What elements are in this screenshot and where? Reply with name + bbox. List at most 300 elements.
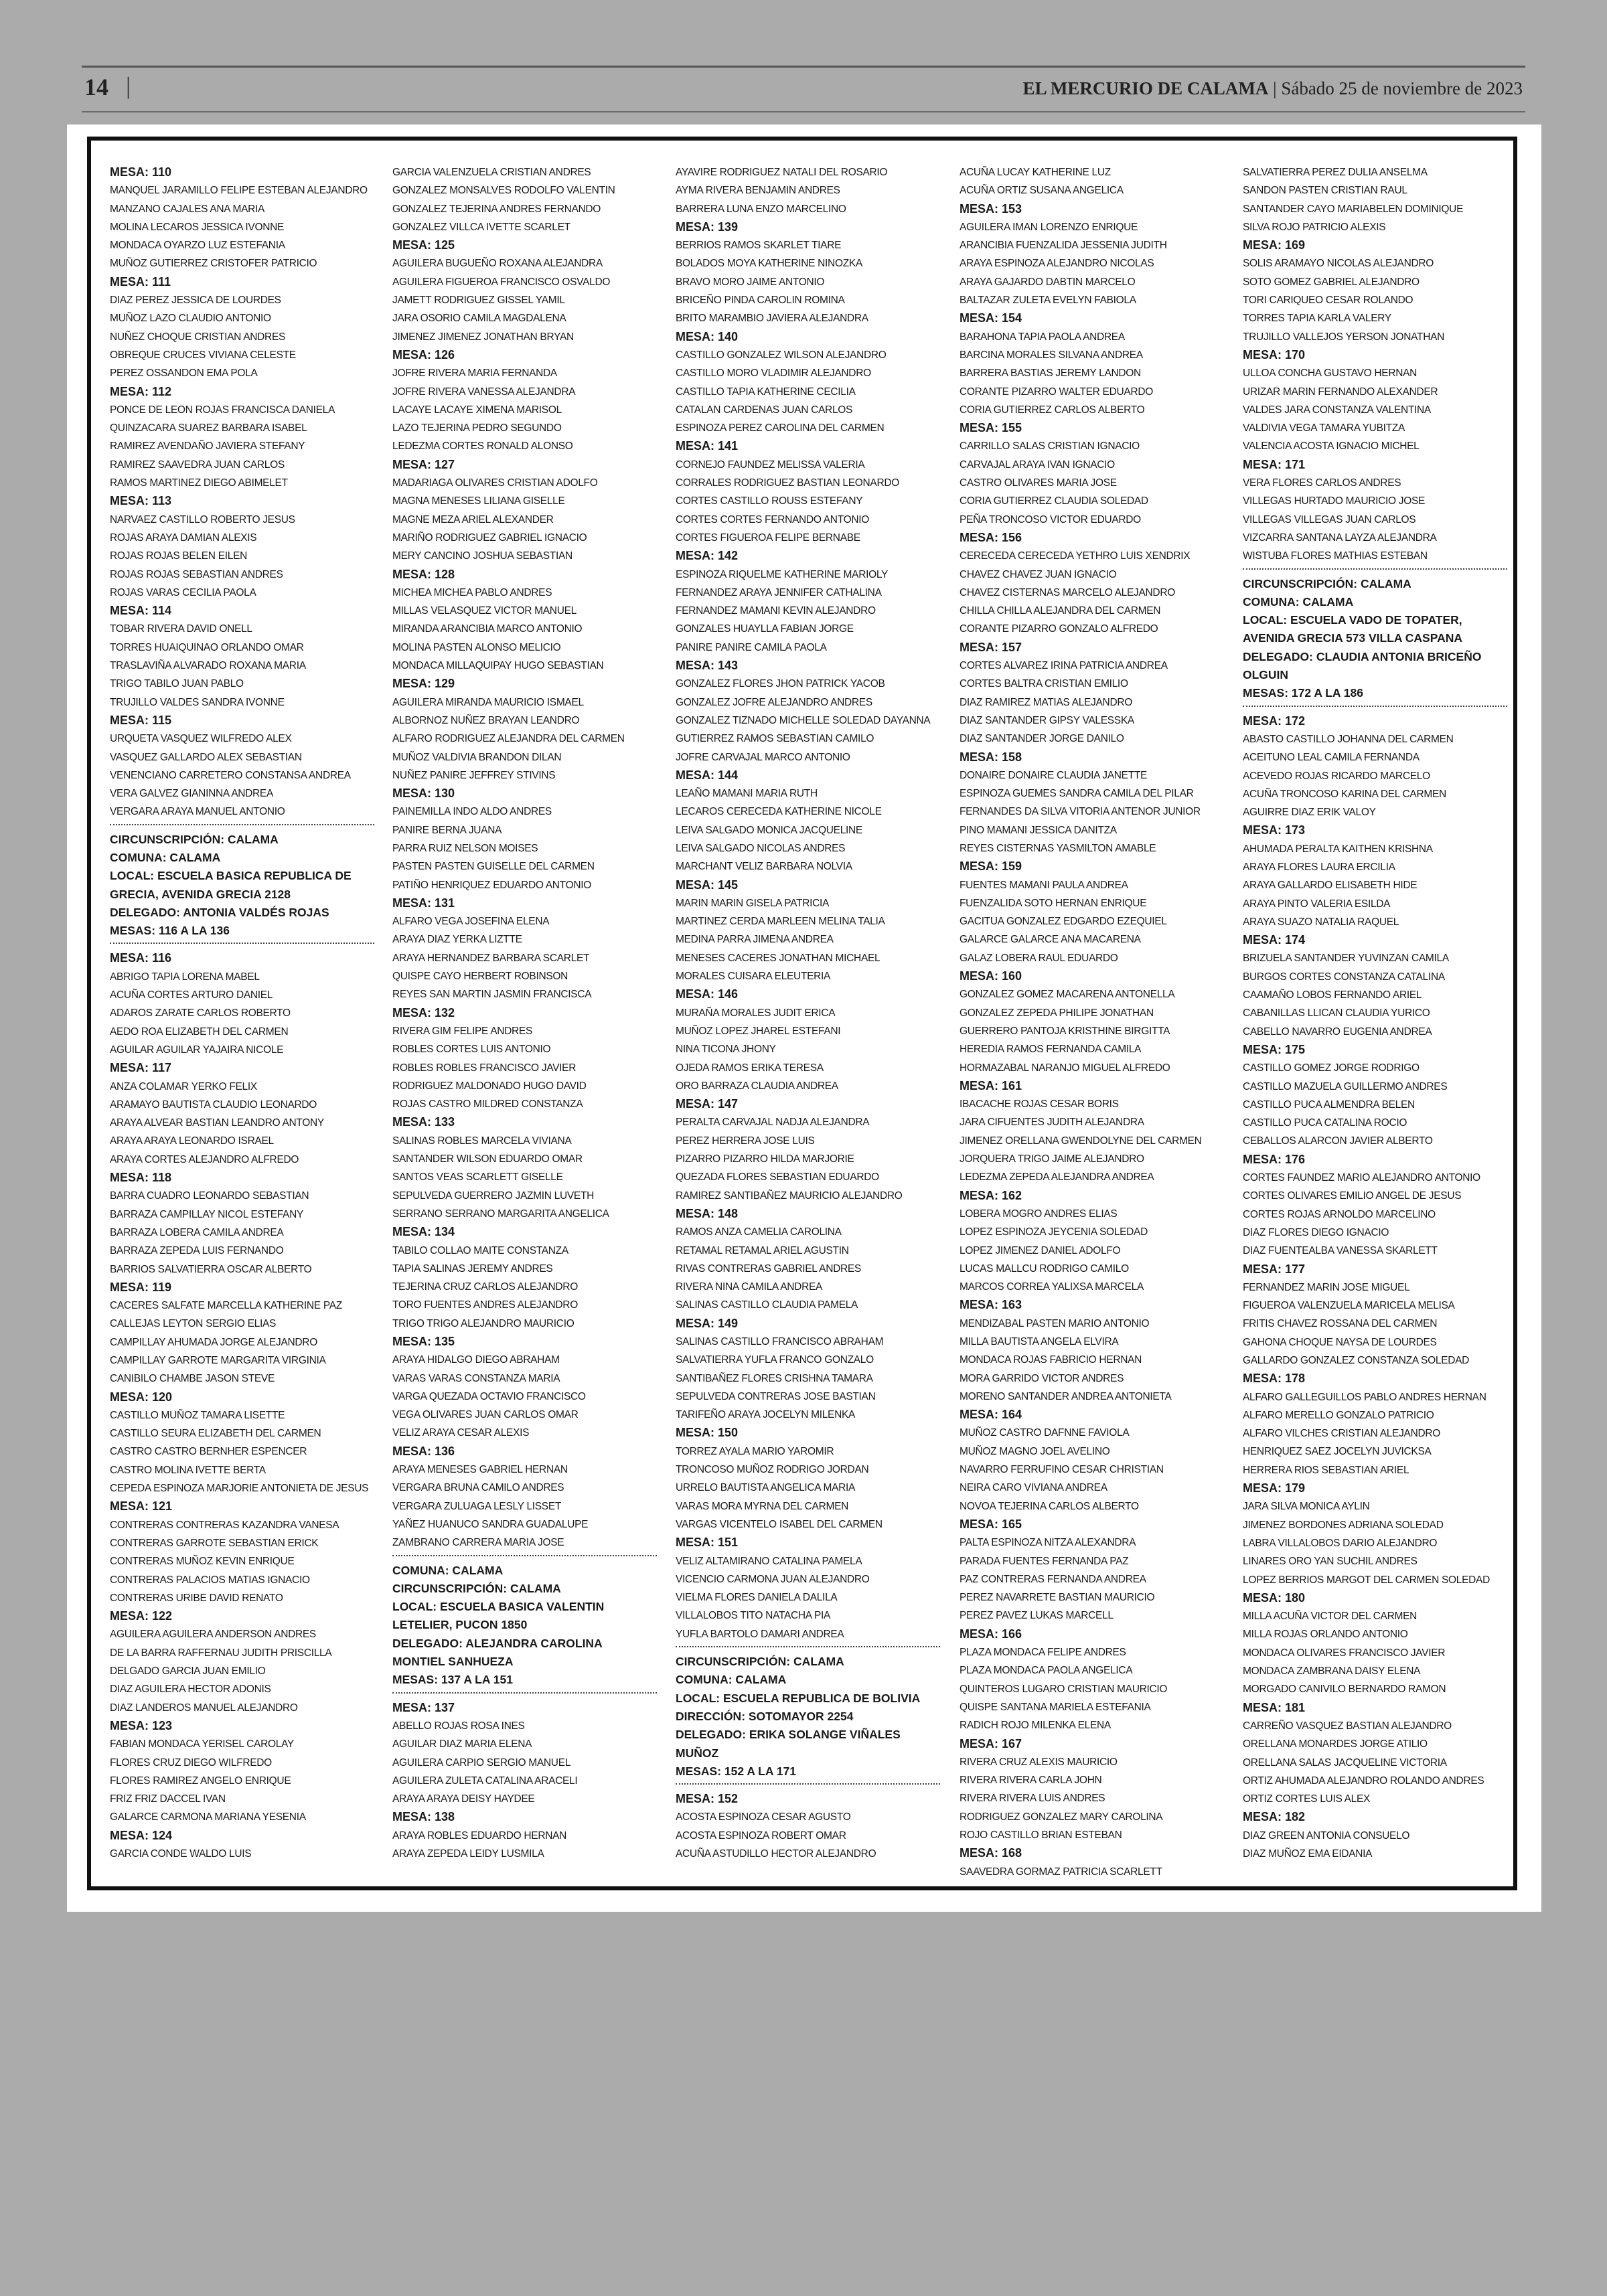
mesa-heading: MESA: 163 (960, 1298, 1022, 1312)
voter-name: VARGAS VICENTELO ISABEL DEL CARMEN (676, 1518, 883, 1530)
voter-name: DE LA BARRA RAFFERNAU JUDITH PRISCILLA (110, 1647, 332, 1659)
voter-name: MONDACA OLIVARES FRANCISCO JAVIER (1243, 1647, 1446, 1659)
section-heading: CIRCUNSCRIPCIÓN: CALAMA (110, 832, 279, 846)
section-heading: DELEGADO: ANTONIA VALDÉS ROJAS (110, 905, 329, 919)
mesa-heading: MESA: 162 (960, 1188, 1022, 1202)
mesa-heading: MESA: 150 (676, 1426, 739, 1440)
voter-name: LEDEZMA CORTES RONALD ALONSO (392, 440, 573, 453)
voter-name: MILLA ROJAS ORLANDO ANTONIO (1243, 1629, 1408, 1641)
voter-name: ORELLANA SALAS JACQUELINE VICTORIA (1243, 1756, 1447, 1769)
voter-name: MARIÑO RODRIGUEZ GABRIEL IGNACIO (392, 531, 587, 544)
voter-name: CATALAN CARDENAS JUAN CARLOS (676, 404, 853, 416)
voter-name: VERGARA BRUNA CAMILO ANDRES (392, 1482, 564, 1494)
section-heading: MESAS: 152 A LA 171 (676, 1764, 796, 1778)
voter-name: HENRIQUEZ SAEZ JOCELYN JUVICKSA (1243, 1446, 1432, 1458)
voter-name: FABIAN MONDACA YERISEL CAROLAY (110, 1738, 294, 1750)
mesa-heading: MESA: 112 (110, 384, 172, 398)
voter-name: BARCINA MORALES SILVANA ANDREA (960, 349, 1143, 361)
voter-name: FERNANDEZ MAMANI KEVIN ALEJANDRO (676, 605, 876, 617)
voter-name: BARRIOS SALVATIERRA OSCAR ALBERTO (110, 1263, 312, 1275)
voter-name: PEREZ NAVARRETE BASTIAN MAURICIO (960, 1592, 1155, 1604)
mesa-heading: MESA: 131 (392, 896, 455, 910)
voter-name: ARAYA ARAYA LEONARDO ISRAEL (110, 1135, 274, 1147)
voter-name: ADAROS ZARATE CARLOS ROBERTO (110, 1007, 291, 1019)
voter-name: NEIRA CARO VIVIANA ANDREA (960, 1482, 1107, 1494)
voter-name: VALDES JARA CONSTANZA VALENTINA (1243, 404, 1431, 416)
voter-name: CORANTE PIZARRO WALTER EDUARDO (960, 386, 1153, 398)
mesa-heading: MESA: 168 (960, 1846, 1022, 1860)
voter-name: MAGNA MENESES LILIANA GISELLE (392, 495, 565, 507)
voter-name: LUCAS MALLCU RODRIGO CAMILO (960, 1262, 1129, 1275)
section-heading: CIRCUNSCRIPCIÓN: CALAMA (676, 1655, 844, 1669)
voter-name: HERRERA RIOS SEBASTIAN ARIEL (1243, 1464, 1409, 1476)
voter-name: GONZALEZ TIZNADO MICHELLE SOLEDAD DAYANNA (676, 714, 931, 726)
voter-name: CASTRO MOLINA IVETTE BERTA (110, 1464, 266, 1476)
voter-name: GONZALEZ FLORES JHON PATRICK YACOB (676, 678, 885, 690)
mesa-heading: MESA: 143 (676, 659, 739, 673)
voter-name: CORTES ROJAS ARNOLDO MARCELINO (1243, 1208, 1436, 1220)
voter-name: MUÑOZ GUTIERREZ CRISTOFER PATRICIO (110, 258, 317, 270)
voter-name: MONDACA MILLAQUIPAY HUGO SEBASTIAN (392, 660, 604, 672)
mesa-heading: MESA: 170 (1243, 347, 1306, 361)
voter-name: MEDINA PARRA JIMENA ANDREA (676, 934, 834, 946)
voter-name: CORIA GUTIERREZ CLAUDIA SOLEDAD (960, 495, 1148, 507)
mesa-heading: MESA: 175 (1243, 1042, 1306, 1056)
voter-name: CORNEJO FAUNDEZ MELISSA VALERIA (676, 459, 865, 471)
voter-name: AGUILERA IMAN LORENZO ENRIQUE (960, 221, 1138, 233)
voter-name: SANTANDER WILSON EDUARDO OMAR (392, 1153, 583, 1165)
mesa-heading: MESA: 141 (676, 439, 739, 453)
voter-name: CEBALLOS ALARCON JAVIER ALBERTO (1243, 1135, 1433, 1147)
voter-name: JOFRE RIVERA VANESSA ALEJANDRA (392, 386, 576, 398)
voter-name: ALFARO GALLEGUILLOS PABLO ANDRES HERNAN (1243, 1391, 1486, 1403)
voter-name: ARAYA GAJARDO DABTIN MARCELO (960, 276, 1136, 288)
voter-name: VERA FLORES CARLOS ANDRES (1243, 477, 1401, 489)
voter-name: RODRIGUEZ GONZALEZ MARY CAROLINA (960, 1811, 1163, 1823)
voter-name: VASQUEZ GALLARDO ALEX SEBASTIAN (110, 751, 302, 763)
mesa-heading: MESA: 134 (392, 1225, 455, 1239)
voter-name: YAÑEZ HUANUCO SANDRA GUADALUPE (392, 1518, 589, 1530)
voter-name: TORO FUENTES ANDRES ALEJANDRO (392, 1299, 578, 1311)
voter-name: ROJAS ROJAS BELEN EILEN (110, 550, 247, 562)
mesa-heading: MESA: 161 (960, 1078, 1022, 1092)
voter-name: FUENTES MAMANI PAULA ANDREA (960, 879, 1128, 891)
voter-name: IBACACHE ROJAS CESAR BORIS (960, 1098, 1119, 1111)
voter-name: MOLINA LECAROS JESSICA IVONNE (110, 221, 285, 233)
voter-name: CALLEJAS LEYTON SERGIO ELIAS (110, 1318, 277, 1330)
mesa-heading: MESA: 142 (676, 549, 739, 563)
voter-name: GONZALEZ VILLCA IVETTE SCARLET (392, 221, 570, 233)
voter-name: WISTUBA FLORES MATHIAS ESTEBAN (1243, 550, 1428, 562)
publication-date: | Sábado 25 de noviembre de 2023 (1273, 78, 1523, 98)
mesa-heading: MESA: 132 (392, 1005, 455, 1019)
voter-name: LOPEZ ESPINOZA JEYCENIA SOLEDAD (960, 1226, 1148, 1238)
voter-name: JIMENEZ BORDONES ADRIANA SOLEDAD (1243, 1519, 1444, 1531)
voter-name: ROBLES CORTES LUIS ANTONIO (392, 1044, 551, 1056)
voter-name: FERNANDEZ ARAYA JENNIFER CATHALINA (676, 586, 882, 598)
voter-name: ARAYA ESPINOZA ALEJANDRO NICOLAS (960, 258, 1154, 270)
voter-name: ABASTO CASTILLO JOHANNA DEL CARMEN (1243, 733, 1454, 745)
voter-name: GALARCE CARMONA MARIANA YESENIA (110, 1811, 306, 1823)
voter-name: MILLAS VELASQUEZ VICTOR MANUEL (392, 605, 577, 617)
mesa-heading: MESA: 140 (676, 329, 739, 343)
mesa-heading: MESA: 148 (676, 1206, 739, 1220)
voter-name: VELIZ ALTAMIRANO CATALINA PAMELA (676, 1555, 862, 1567)
voter-name: CASTILLO MAZUELA GUILLERMO ANDRES (1243, 1080, 1448, 1092)
voter-name: GARCIA VALENZUELA CRISTIAN ANDRES (392, 167, 591, 178)
dotted-divider (1243, 706, 1507, 707)
voter-name: MENDIZABAL PASTEN MARIO ANTONIO (960, 1317, 1150, 1329)
voter-name: JOFRE RIVERA MARIA FERNANDA (392, 367, 557, 380)
voter-name: SALINAS CASTILLO FRANCISCO ABRAHAM (676, 1336, 884, 1347)
voter-name: LOPEZ JIMENEZ DANIEL ADOLFO (960, 1244, 1121, 1256)
voter-name: VILLEGAS VILLEGAS JUAN CARLOS (1243, 513, 1416, 525)
voter-name: CASTILLO GOMEZ JORGE RODRIGO (1243, 1062, 1420, 1074)
voter-name: MONDACA ZAMBRANA DAISY ELENA (1243, 1665, 1421, 1677)
voter-name: OJEDA RAMOS ERIKA TERESA (676, 1062, 824, 1074)
voter-name: CONTRERAS GARROTE SEBASTIAN ERICK (110, 1537, 319, 1549)
mesa-heading: MESA: 164 (960, 1408, 1022, 1422)
voter-name: TAPIA SALINAS JEREMY ANDRES (392, 1262, 553, 1275)
mesa-heading: MESA: 147 (676, 1097, 739, 1111)
voter-name: LABRA VILLALOBOS DARIO ALEJANDRO (1243, 1537, 1438, 1549)
voter-name: LEDEZMA ZEPEDA ALEJANDRA ANDREA (960, 1171, 1154, 1183)
voter-name: ROJAS ARAYA DAMIAN ALEXIS (110, 531, 257, 544)
voter-name: ARAYA MENESES GABRIEL HERNAN (392, 1464, 568, 1476)
voter-name: VERA GALVEZ GIANINNA ANDREA (110, 788, 273, 800)
mesa-heading: MESA: 138 (392, 1810, 455, 1824)
voter-name: ROJAS ROJAS SEBASTIAN ANDRES (110, 568, 283, 580)
voter-name: AGUILERA BUGUEÑO ROXANA ALEJANDRA (392, 258, 603, 270)
mesa-heading: MESA: 115 (110, 713, 172, 727)
voter-name: MURAÑA MORALES JUDIT ERICA (676, 1007, 836, 1019)
voter-name: BARRAZA ZEPEDA LUIS FERNANDO (110, 1245, 284, 1257)
voter-name: ALBORNOZ NUÑEZ BRAYAN LEANDRO (392, 714, 580, 726)
mesa-heading: MESA: 171 (1243, 457, 1306, 471)
voter-name: LEAÑO MAMANI MARIA RUTH (676, 788, 818, 800)
voter-name: JORQUERA TRIGO JAIME ALEJANDRO (960, 1153, 1144, 1165)
voter-name: URQUETA VASQUEZ WILFREDO ALEX (110, 733, 292, 745)
voter-name: DIAZ LANDEROS MANUEL ALEJANDRO (110, 1702, 298, 1714)
voter-name: ARAYA FLORES LAURA ERCILIA (1243, 861, 1395, 873)
voter-name: REYES CISTERNAS YASMILTON AMABLE (960, 842, 1156, 854)
voter-name: QUISPE CAYO HERBERT ROBINSON (392, 971, 568, 983)
voter-name: MENESES CACERES JONATHAN MICHAEL (676, 952, 881, 964)
voter-name: RIVAS CONTRERAS GABRIEL ANDRES (676, 1262, 861, 1275)
voter-name: DIAZ SANTANDER JORGE DANILO (960, 733, 1124, 745)
voter-name: GUERRERO PANTOJA KRISTHINE BIRGITTA (960, 1025, 1170, 1037)
voter-name: DIAZ FLORES DIEGO IGNACIO (1243, 1226, 1389, 1238)
voter-name: JIMENEZ ORELLANA GWENDOLYNE DEL CARMEN (960, 1135, 1202, 1147)
mesa-heading: MESA: 129 (392, 677, 455, 691)
voter-name: CASTILLO PUCA CATALINA ROCIO (1243, 1117, 1407, 1129)
voter-name: TEJERINA CRUZ CARLOS ALEJANDRO (392, 1281, 578, 1293)
voter-name: BARRERA LUNA ENZO MARCELINO (676, 203, 846, 215)
voter-name: PLAZA MONDACA PAOLA ANGELICA (960, 1665, 1133, 1677)
voter-name: MAGNE MEZA ARIEL ALEXANDER (392, 513, 554, 525)
voter-name: CORANTE PIZARRO GONZALO ALFREDO (960, 623, 1158, 635)
voter-name: GARCIA CONDE WALDO LUIS (110, 1848, 252, 1860)
voter-name: MORALES CUISARA ELEUTERIA (676, 971, 831, 983)
mesa-heading: MESA: 176 (1243, 1152, 1306, 1166)
voter-name: JARA OSORIO CAMILA MAGDALENA (392, 313, 566, 325)
mesa-heading: MESA: 137 (392, 1700, 455, 1714)
voter-name: GACITUA GONZALEZ EDGARDO EZEQUIEL (960, 916, 1167, 928)
column-2 (392, 163, 657, 1884)
voter-name: RAMIREZ SANTIBAÑEZ MAURICIO ALEJANDRO (676, 1190, 903, 1202)
voter-name: ACUÑA CORTES ARTURO DANIEL (110, 989, 273, 1001)
voter-name: GAHONA CHOQUE NAYSA DE LOURDES (1243, 1336, 1437, 1348)
section-heading: DELEGADO: ALEJANDRA CAROLINA MONTIEL SANHUEZA (392, 1636, 603, 1669)
mesa-heading: MESA: 180 (1243, 1590, 1306, 1605)
voter-name: VILLEGAS HURTADO MAURICIO JOSE (1243, 495, 1426, 507)
mesa-heading: MESA: 116 (110, 951, 172, 965)
voter-name: PIZARRO PIZARRO HILDA MARJORIE (676, 1153, 854, 1165)
voter-name: NAVARRO FERRUFINO CESAR CHRISTIAN (960, 1464, 1164, 1476)
voter-name: VALENCIA ACOSTA IGNACIO MICHEL (1243, 440, 1420, 453)
mesa-heading: MESA: 159 (960, 859, 1022, 874)
voter-name: GALLARDO GONZALEZ CONSTANZA SOLEDAD (1243, 1355, 1470, 1366)
voter-name: FERNANDEZ MARIN JOSE MIGUEL (1243, 1281, 1410, 1293)
voter-name: GUTIERREZ RAMOS SEBASTIAN CAMILO (676, 733, 874, 745)
voter-name: GONZALEZ MONSALVES RODOLFO VALENTIN (392, 185, 615, 197)
voter-name: CORRALES RODRIGUEZ BASTIAN LEONARDO (676, 477, 900, 489)
dotted-divider (1243, 568, 1507, 570)
voter-name: AGUILERA ZULETA CATALINA ARACELI (392, 1775, 578, 1787)
voter-name: LACAYE LACAYE XIMENA MARISOL (392, 404, 562, 416)
voter-name: ARAYA CORTES ALEJANDRO ALFREDO (110, 1153, 299, 1165)
voter-name: ESPINOZA GUEMES SANDRA CAMILA DEL PILAR (960, 788, 1194, 800)
voter-name: LECAROS CERECEDA KATHERINE NICOLE (676, 806, 882, 818)
voter-name: GALARCE GALARCE ANA MACARENA (960, 934, 1141, 946)
voter-name: MOLINA PASTEN ALONSO MELICIO (392, 641, 561, 653)
voter-name: AYMA RIVERA BENJAMIN ANDRES (676, 185, 840, 197)
mesa-heading: MESA: 156 (960, 530, 1022, 544)
voter-name: BARRAZA LOBERA CAMILA ANDREA (110, 1226, 284, 1238)
voter-name: ALFARO MERELLO GONZALO PATRICIO (1243, 1409, 1434, 1421)
mesa-heading: MESA: 179 (1243, 1481, 1306, 1495)
mesa-heading: MESA: 126 (392, 347, 455, 361)
voter-name: BRIZUELA SANTANDER YUVINZAN CAMILA (1243, 953, 1449, 965)
voter-name: ABRIGO TAPIA LORENA MABEL (110, 971, 260, 983)
mesa-heading: MESA: 166 (960, 1627, 1022, 1641)
section-heading: COMUNA: CALAMA (392, 1563, 504, 1577)
voter-name: PANIRE BERNA JUANA (392, 824, 502, 836)
voter-name: PONCE DE LEON ROJAS FRANCISCA DANIELA (110, 404, 335, 416)
voter-name: TORREZ AYALA MARIO YAROMIR (676, 1445, 834, 1457)
voter-name: CORTES OLIVARES EMILIO ANGEL DE JESUS (1243, 1190, 1462, 1202)
voter-name: SERRANO SERRANO MARGARITA ANGELICA (392, 1208, 609, 1220)
voter-name: JARA CIFUENTES JUDITH ALEJANDRA (960, 1117, 1144, 1129)
voter-name: TRASLAVIÑA ALVARADO ROXANA MARIA (110, 660, 306, 672)
voter-name: GONZALEZ ZEPEDA PHILIPE JONATHAN (960, 1007, 1154, 1019)
section-heading: LOCAL: ESCUELA BASICA REPUBLICA DE GRECIA, AVENIDA GRECIA 2128 (110, 869, 352, 901)
voter-name: BARAHONA TAPIA PAOLA ANDREA (960, 331, 1125, 343)
voter-name: ESPINOZA PEREZ CAROLINA DEL CARMEN (676, 422, 885, 434)
voter-name: SALINAS ROBLES MARCELA VIVIANA (392, 1135, 572, 1147)
section-heading: MESAS: 116 A LA 136 (110, 924, 230, 938)
voter-name: VALDIVIA VEGA TAMARA YUBITZA (1243, 422, 1405, 434)
voter-name: PINO MAMANI JESSICA DANITZA (960, 824, 1117, 836)
mesa-heading: MESA: 130 (392, 787, 455, 801)
voter-name: VARAS VARAS CONSTANZA MARIA (392, 1372, 560, 1384)
voter-name: ACEVEDO ROJAS RICARDO MARCELO (1243, 770, 1430, 782)
section-heading: MESAS: 172 A LA 186 (1243, 686, 1363, 700)
voter-name: SALVATIERRA YUFLA FRANCO GONZALO (676, 1354, 874, 1366)
voter-name: HEREDIA RAMOS FERNANDA CAMILA (960, 1044, 1142, 1056)
voter-name: PANIRE PANIRE CAMILA PAOLA (676, 641, 827, 653)
voter-name: CASTILLO PUCA ALMENDRA BELEN (1243, 1098, 1415, 1111)
voter-name: AGUILAR DIAZ MARIA ELENA (392, 1738, 532, 1750)
voter-name: NUÑEZ PANIRE JEFFREY STIVINS (392, 769, 556, 781)
voter-name: ARAYA ROBLES EDUARDO HERNAN (392, 1829, 567, 1841)
masthead (1023, 78, 1523, 99)
mesa-heading: MESA: 145 (676, 878, 739, 892)
voter-name: ORO BARRAZA CLAUDIA ANDREA (676, 1080, 838, 1092)
voter-name: SOLIS ARAMAYO NICOLAS ALEJANDRO (1243, 258, 1434, 270)
voter-name: CARVAJAL ARAYA IVAN IGNACIO (960, 459, 1115, 471)
mesa-heading: MESA: 172 (1243, 714, 1306, 728)
voter-name: AYAVIRE RODRIGUEZ NATALI DEL ROSARIO (676, 167, 888, 178)
voter-name: CASTILLO SEURA ELIZABETH DEL CARMEN (110, 1428, 321, 1440)
voter-name: PAINEMILLA INDO ALDO ANDRES (392, 806, 552, 818)
voter-name: VARGA QUEZADA OCTAVIO FRANCISCO (392, 1390, 586, 1402)
voter-name: ARAYA HIDALGO DIEGO ABRAHAM (392, 1354, 560, 1366)
voter-name: AGUILERA AGUILERA ANDERSON ANDRES (110, 1629, 316, 1641)
voter-name: BRICEÑO PINDA CAROLIN ROMINA (676, 295, 845, 307)
voter-name: CORTES CASTILLO ROUSS ESTEFANY (676, 495, 863, 507)
voter-name: RIVERA RIVERA LUIS ANDRES (960, 1793, 1105, 1805)
section-heading: CIRCUNSCRIPCIÓN: CALAMA (392, 1581, 561, 1595)
mesa-heading: MESA: 178 (1243, 1372, 1306, 1386)
voter-name: AHUMADA PERALTA KAITHEN KRISHNA (1243, 843, 1433, 855)
voter-name: SILVA ROJO PATRICIO ALEXIS (1243, 221, 1386, 233)
voter-name: ALFARO RODRIGUEZ ALEJANDRA DEL CARMEN (392, 733, 625, 745)
voter-name: DONAIRE DONAIRE CLAUDIA JANETTE (960, 769, 1148, 781)
voter-name: ROBLES ROBLES FRANCISCO JAVIER (392, 1062, 577, 1074)
mesa-heading: MESA: 154 (960, 311, 1022, 325)
voter-name: ARAYA GALLARDO ELISABETH HIDE (1243, 880, 1418, 892)
page-number-separator: | (126, 72, 131, 99)
voter-name: DIAZ RAMIREZ MATIAS ALEJANDRO (960, 696, 1132, 708)
voter-name: CORTES CORTES FERNANDO ANTONIO (676, 513, 869, 525)
newspaper-page (67, 125, 1541, 1912)
voter-name: CACERES SALFATE MARCELLA KATHERINE PAZ (110, 1300, 342, 1312)
voter-name: LOPEZ BERRIOS MARGOT DEL CARMEN SOLEDAD (1243, 1574, 1490, 1586)
voter-name: ACOSTA ESPINOZA CESAR AGUSTO (676, 1811, 851, 1823)
voter-name: TORI CARIQUEO CESAR ROLANDO (1243, 295, 1413, 307)
voter-name: CONTRERAS PALACIOS MATIAS IGNACIO (110, 1574, 310, 1586)
voter-name: MARIN MARIN GISELA PATRICIA (676, 897, 830, 909)
voter-name: RAMIREZ SAAVEDRA JUAN CARLOS (110, 459, 285, 471)
voter-name: MARCOS CORREA YALIXSA MARCELA (960, 1281, 1144, 1293)
voter-name: CAMPILLAY AHUMADA JORGE ALEJANDRO (110, 1336, 317, 1348)
voter-name: VENENCIANO CARRETERO CONSTANSA ANDREA (110, 769, 351, 781)
voter-name: GONZALEZ JOFRE ALEJANDRO ANDRES (676, 696, 872, 708)
voter-name: MUÑOZ MAGNO JOEL AVELINO (960, 1445, 1110, 1457)
voter-name: BARRAZA CAMPILLAY NICOL ESTEFANY (110, 1208, 304, 1220)
voter-name: ROJO CASTILLO BRIAN ESTEBAN (960, 1829, 1122, 1841)
voter-name: JAMETT RODRIGUEZ GISSEL YAMIL (392, 295, 565, 307)
voter-name: FIGUEROA VALENZUELA MARICELA MELISA (1243, 1300, 1455, 1312)
mesa-heading: MESA: 177 (1243, 1262, 1306, 1276)
voter-name: BOLADOS MOYA KATHERINE NINOZKA (676, 258, 862, 270)
voter-name: MANQUEL JARAMILLO FELIPE ESTEBAN ALEJANDRO (110, 185, 368, 197)
mesa-heading: MESA: 153 (960, 201, 1022, 216)
voter-name: BRAVO MORO JAIME ANTONIO (676, 276, 825, 288)
section-heading: DELEGADO: ERIKA SOLANGE VIÑALES MUÑOZ (676, 1728, 901, 1760)
voter-name: SEPULVEDA CONTRERAS JOSE BASTIAN (676, 1390, 876, 1402)
voter-name: GONZALEZ TEJERINA ANDRES FERNANDO (392, 203, 601, 215)
newspaper-name: EL MERCURIO DE CALAMA (1022, 78, 1269, 98)
dotted-divider (110, 942, 374, 944)
mesa-heading: MESA: 146 (676, 987, 739, 1001)
voter-name: AEDO ROA ELIZABETH DEL CARMEN (110, 1026, 289, 1038)
voter-name: ARAYA ZEPEDA LEIDY LUSMILA (392, 1848, 544, 1860)
mesa-heading: MESA: 165 (960, 1517, 1022, 1531)
voter-name: ALFARO VEGA JOSEFINA ELENA (392, 916, 550, 928)
dotted-divider (676, 1783, 940, 1785)
section-heading: DIRECCIÓN: SOTOMAYOR 2254 (676, 1709, 854, 1723)
mesa-heading: MESA: 128 (392, 567, 455, 581)
section-heading: LOCAL: ESCUELA VADO DE TOPATER, AVENIDA GRECIA 573 VILLA CASPANA (1243, 613, 1463, 645)
voter-name: RIVERA CRUZ ALEXIS MAURICIO (960, 1756, 1118, 1768)
voter-name: ANZA COLAMAR YERKO FELIX (110, 1080, 257, 1092)
voter-name: MORGADO CANIVILO BERNARDO RAMON (1243, 1684, 1446, 1696)
voter-name: DIAZ FUENTEALBA VANESSA SKARLETT (1243, 1245, 1438, 1257)
mesa-heading: MESA: 110 (110, 165, 172, 179)
voter-name: ACEITUNO LEAL CAMILA FERNANDA (1243, 752, 1420, 764)
voter-name: PALTA ESPINOZA NITZA ALEXANDRA (960, 1537, 1136, 1549)
voter-name: CORTES ALVAREZ IRINA PATRICIA ANDREA (960, 660, 1168, 672)
mesa-heading: MESA: 169 (1243, 238, 1306, 252)
section-heading: COMUNA: CALAMA (1243, 594, 1354, 608)
voter-name: SOTO GOMEZ GABRIEL ALEJANDRO (1243, 276, 1420, 288)
voter-name: ALFARO VILCHES CRISTIAN ALEJANDRO (1243, 1428, 1441, 1440)
voter-name: PEREZ HERRERA JOSE LUIS (676, 1135, 815, 1147)
voter-name: GONZALEZ GOMEZ MACARENA ANTONELLA (960, 989, 1175, 1001)
voter-name: ESPINOZA RIQUELME KATHERINE MARIOLY (676, 568, 889, 580)
mesa-heading: MESA: 181 (1243, 1700, 1306, 1714)
section-heading: CIRCUNSCRIPCIÓN: CALAMA (1243, 576, 1411, 590)
voter-name: CHAVEZ CHAVEZ JUAN IGNACIO (960, 568, 1117, 580)
column-5 (1243, 163, 1507, 1884)
voter-name: CASTILLO GONZALEZ WILSON ALEJANDRO (676, 349, 887, 361)
mesa-heading: MESA: 157 (960, 640, 1022, 654)
voter-name: FLORES CRUZ DIEGO WILFREDO (110, 1756, 272, 1769)
voter-name: MONDACA ROJAS FABRICIO HERNAN (960, 1354, 1142, 1366)
voter-name: PEREZ OSSANDON EMA POLA (110, 367, 258, 380)
voter-name: ROJAS CASTRO MILDRED CONSTANZA (392, 1098, 583, 1111)
voter-name: MUÑOZ CASTRO DAFNNE FAVIOLA (960, 1427, 1130, 1439)
mesa-heading: MESA: 118 (110, 1171, 172, 1185)
voter-name: AGUILERA MIRANDA MAURICIO ISMAEL (392, 696, 584, 708)
voter-name: CERECEDA CERECEDA YETHRO LUIS XENDRIX (960, 550, 1191, 562)
voter-name: RADICH ROJO MILENKA ELENA (960, 1720, 1111, 1732)
mesa-heading: MESA: 182 (1243, 1810, 1306, 1824)
voter-name: CONTRERAS URIBE DAVID RENATO (110, 1592, 283, 1604)
section-heading: COMUNA: CALAMA (110, 850, 221, 864)
voter-name: SEPULVEDA GUERRERO JAZMIN LUVETH (392, 1190, 595, 1202)
voter-name: CORTES FIGUEROA FELIPE BERNABE (676, 531, 860, 544)
mesa-heading: MESA: 121 (110, 1499, 173, 1513)
page-number: 14 (84, 74, 108, 100)
section-heading: MESAS: 137 A LA 151 (392, 1673, 513, 1687)
voter-name: AGUIRRE DIAZ ERIK VALOY (1243, 807, 1376, 819)
voter-name: DIAZ PEREZ JESSICA DE LOURDES (110, 295, 281, 307)
voter-name: CORTES FAUNDEZ MARIO ALEJANDRO ANTONIO (1243, 1172, 1480, 1184)
voter-name: FRIZ FRIZ DACCEL IVAN (110, 1793, 226, 1805)
